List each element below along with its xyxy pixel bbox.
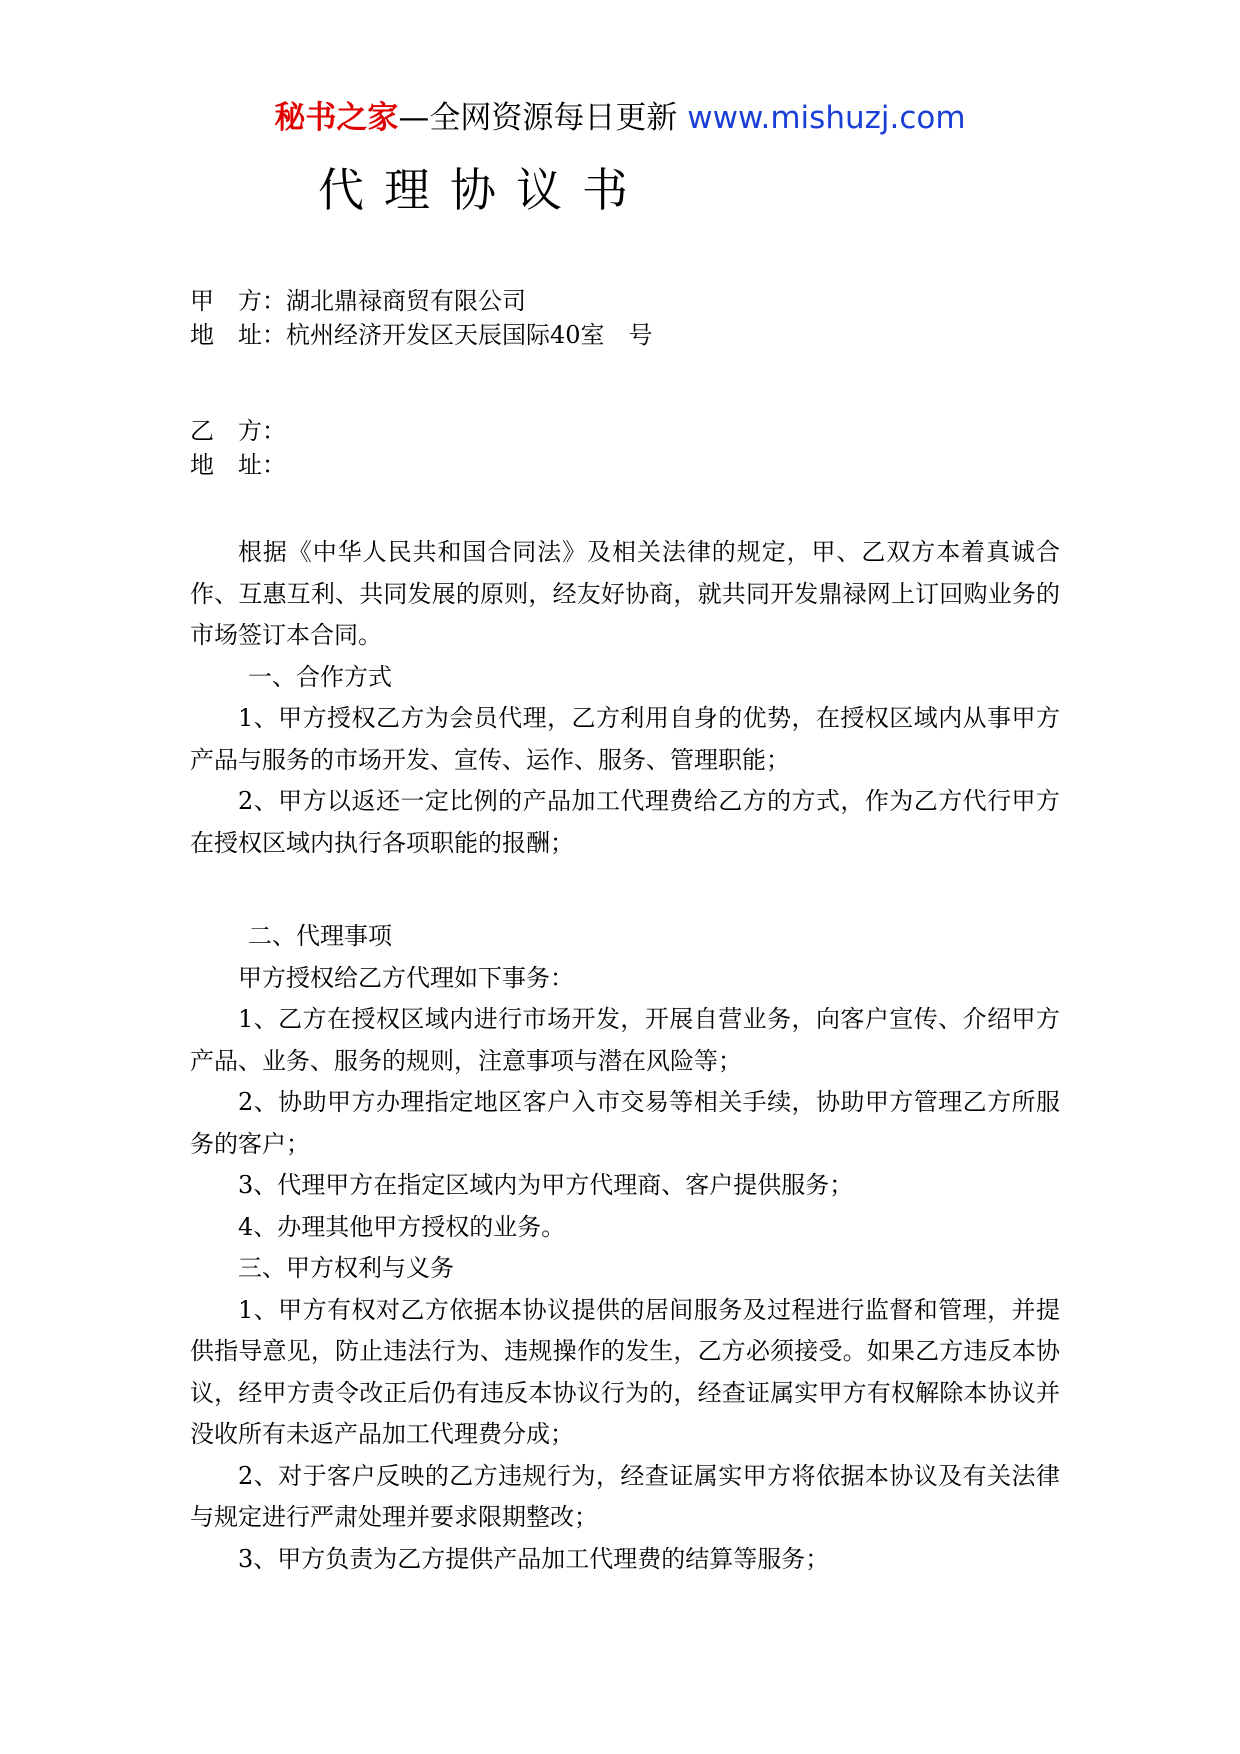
section-2-heading: 二、代理事项 bbox=[248, 922, 392, 950]
document-body bbox=[190, 284, 1060, 1580]
spacer bbox=[190, 352, 1060, 414]
section-2-item-1: 1、乙方在授权区域内进行市场开发，开展自营业务，向客户宣传、介绍甲方产品、业务、服务的规则，注意事项与潜在风险等； bbox=[190, 1005, 1060, 1075]
section-2-item-4: 4、办理其他甲方授权的业务。 bbox=[238, 1212, 566, 1241]
party-b-name-line bbox=[190, 414, 1060, 448]
section-3-item-2: 2、对于客户反映的乙方违规行为，经查证属实甲方将依据本协议及有关法律与规定进行严肃处理并要求限期整改； bbox=[190, 1461, 1060, 1531]
section-3-item-3: 3、甲方负责为乙方提供产品加工代理费的结算等服务； bbox=[238, 1544, 830, 1573]
party-a-address-line bbox=[190, 318, 1060, 352]
party-a-address-label: 地 址： bbox=[190, 321, 286, 349]
party-b-address-label: 地 址： bbox=[190, 451, 286, 479]
party-a-name-line bbox=[190, 284, 1060, 318]
section-1-heading: 一、合作方式 bbox=[248, 662, 392, 691]
site-banner bbox=[0, 98, 1240, 138]
section-3-item-1: 1、甲方有权对乙方依据本协议提供的居间服务及过程进行监督和管理，并提供指导意见，防止违法行为、违规操作的发生，乙方必须接受。如果乙方违反本协议，经甲方责令改正后仍有违反本协议行为的，经查证属实甲方有权解除本协议并没收所有未返产品加工代理费分成； bbox=[190, 1295, 1060, 1448]
preamble-paragraph: 根据《中华人民共和国合同法》及相关法律的规定，甲、乙双方本着真诚合作、互惠互利、共同发展的原则，经友好协商，就共同开发鼎禄网上订回购业务的市场签订本合同。 bbox=[190, 538, 1060, 649]
document-title: 代理协议书 bbox=[318, 163, 648, 217]
section-2-intro: 甲方授权给乙方代理如下事务： bbox=[238, 963, 574, 992]
party-b-address-line bbox=[190, 448, 1060, 482]
banner-slogan: —全网资源每日更新 bbox=[398, 100, 678, 136]
party-a-name-label: 甲 方： bbox=[190, 287, 286, 315]
section-3-heading: 三、甲方权利与义务 bbox=[238, 1254, 454, 1282]
section-2-item-2: 2、协助甲方办理指定地区客户入市交易等相关手续，协助甲方管理乙方所服务的客户； bbox=[190, 1088, 1060, 1158]
banner-brand: 秘书之家 bbox=[274, 100, 399, 136]
section-1-item-1: 1、甲方授权乙方为会员代理，乙方利用自身的优势，在授权区域内从事甲方产品与服务的市场开发、宣传、运作、服务、管理职能； bbox=[190, 704, 1060, 774]
spacer bbox=[190, 864, 1060, 916]
banner-url-link[interactable]: www.mishuzj.com bbox=[687, 100, 966, 136]
party-b-name-label: 乙 方： bbox=[190, 417, 286, 445]
party-a-name-value: 湖北鼎禄商贸有限公司 bbox=[286, 287, 526, 315]
section-1-item-2: 2、甲方以返还一定比例的产品加工代理费给乙方的方式，作为乙方代行甲方在授权区域内执行各项职能的报酬； bbox=[190, 787, 1060, 857]
party-a-address-value: 杭州经济开发区天辰国际40室 号 bbox=[286, 321, 653, 349]
spacer bbox=[190, 482, 1060, 532]
section-2-item-3: 3、代理甲方在指定区域内为甲方代理商、客户提供服务； bbox=[238, 1171, 854, 1199]
